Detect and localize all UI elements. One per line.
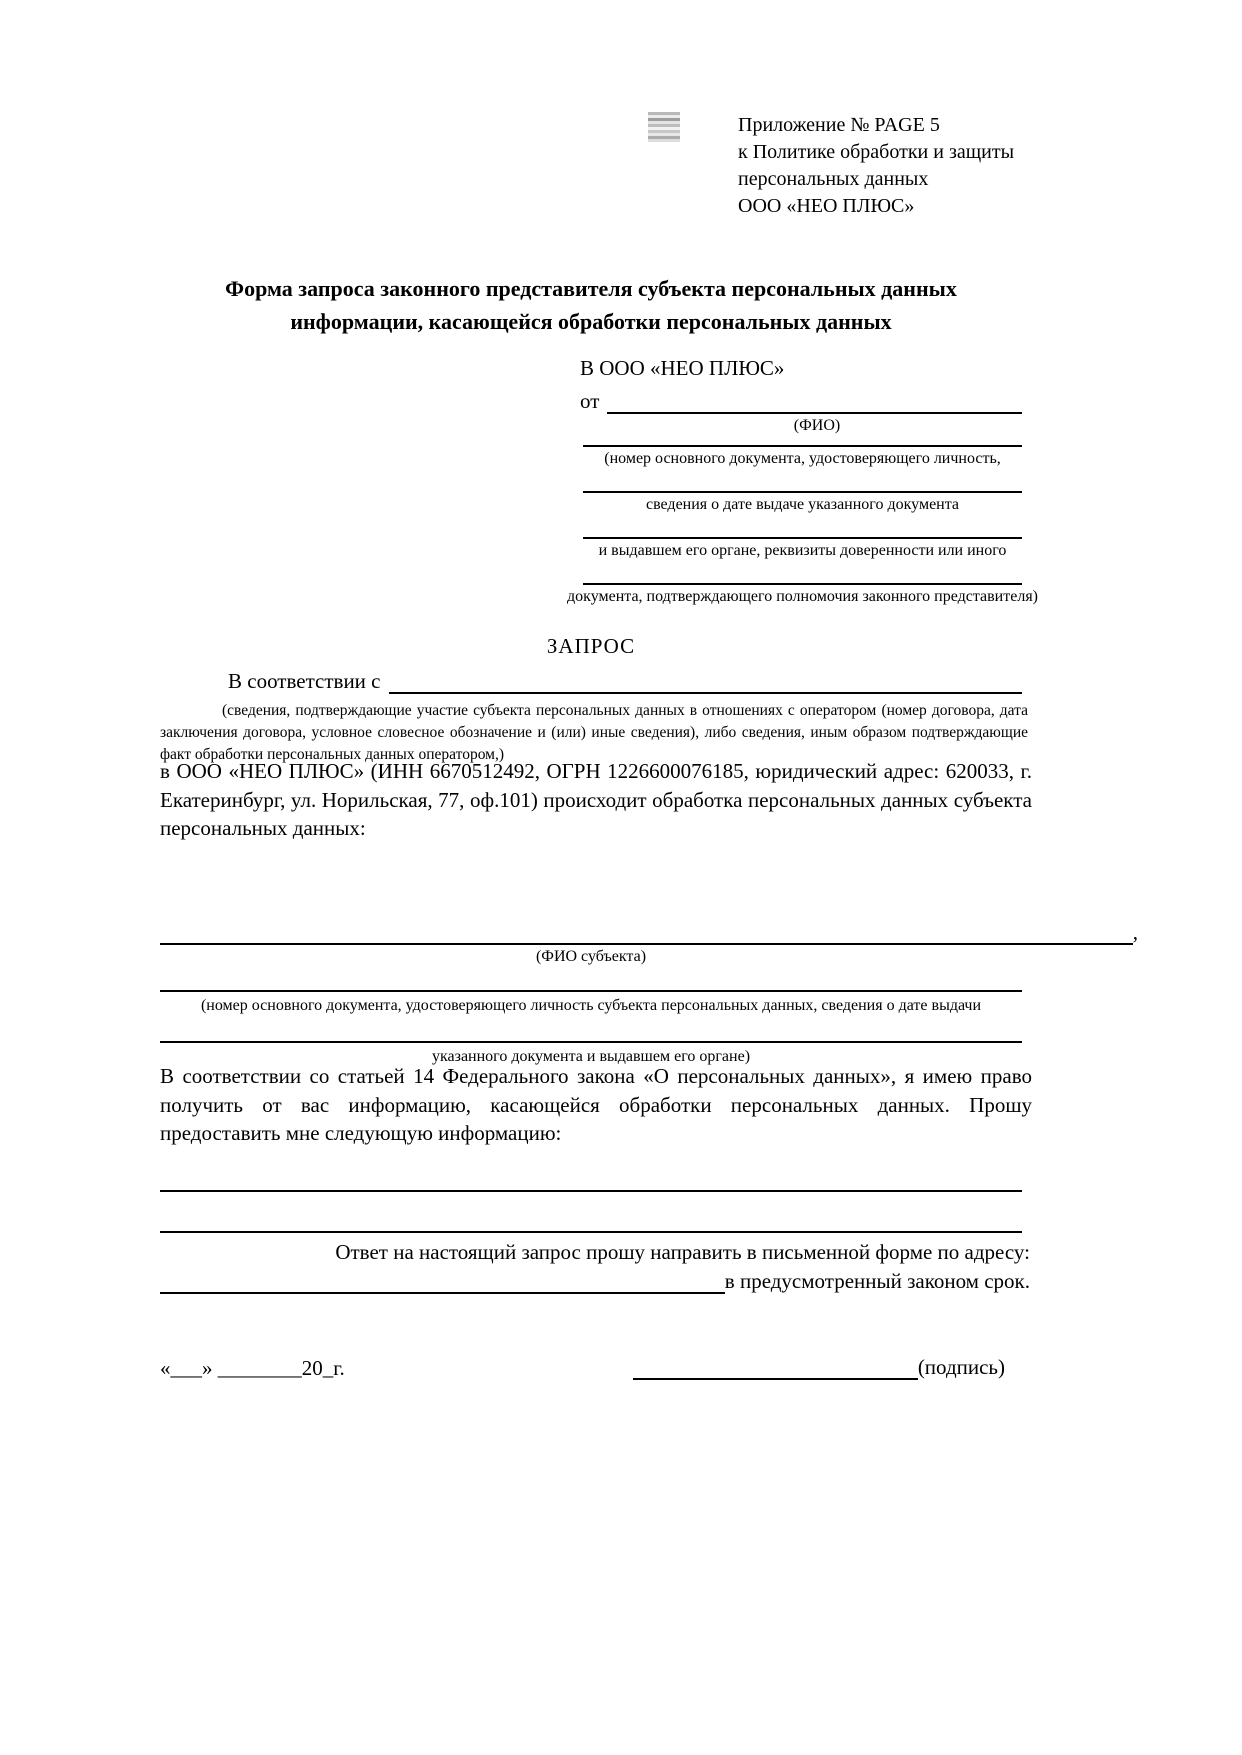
subject-fio-trailing-comma: , [1132,920,1138,944]
subject-doc-blank-field[interactable] [160,1021,1022,1043]
representative-doc-caption: сведения о дате выдаче указанного документа [645,496,960,513]
addressee-company: В ООО «НЕО ПЛЮС» [580,356,785,380]
reply-address-row [160,1266,1030,1294]
requested-info-blank-field[interactable] [160,1211,1022,1233]
subject-fio-row [160,920,1138,945]
representative-doc-group-2 [583,471,1022,514]
representative-doc-blank-field[interactable] [583,517,1022,539]
requested-info-blank-field[interactable] [160,1170,1022,1192]
in-accordance-label: В соответствии с [228,669,381,693]
in-accordance-row [160,664,1022,694]
appendix-header-note [738,112,1014,220]
operator-paragraph: в ООО «НЕО ПЛЮС» (ИНН 6670512492, ОГРН 1226600076185, юридический адрес: 620033, г. Екатеринбург, ул. Норильская, 77, оф.101) происходит обработка персональных данных субъекта персональных данных: [160,759,1032,840]
subject-fio-blank-field[interactable] [160,922,1133,945]
company-name-line: ООО «НЕО ПЛЮС» [738,195,915,217]
subject-fio-caption: (ФИО субъекта) [535,948,647,965]
representative-doc-caption: документа, подтверждающего полномочия законного представителя) [567,588,1038,605]
representative-doc-blank-field[interactable] [583,563,1022,585]
policy-reference-line: персональных данных [738,168,929,190]
subject-doc-caption-1: (номер основного документа, удостоверяющего личность субъекта персональных данных, сведения о дате выдачи [200,997,982,1014]
signature-caption: (подпись) [917,1355,1005,1379]
document-title-line-1: Форма запроса законного представителя субъекта персональных данных [225,276,957,301]
from-row [580,386,1022,414]
article-14-paragraph: В соответствии со статьей 14 Федерального закона «О персональных данных», я имею право получить от вас информацию, касающейся обработки персональных данных. Прошу предоставить мне следующую информацию: [160,1064,1032,1145]
representative-doc-group-3 [583,517,1022,560]
signature-blank-field[interactable] [633,1354,918,1380]
fio-caption: (ФИО) [793,417,841,434]
request-heading: ЗАПРОС [546,634,636,658]
subject-doc-caption-2: указанного документа и выдавшем его органе) [431,1048,751,1065]
embedded-object-icon [648,112,680,142]
reply-address-blank-field[interactable] [160,1268,725,1294]
policy-reference-line: к Политике обработки и защиты [738,141,1015,163]
reply-instruction: Ответ на настоящий запрос прошу направить в письменной форме по адресу: [335,1240,1030,1264]
from-label: от [580,389,600,413]
representative-doc-blank-field[interactable] [583,425,1022,447]
reply-tail-text: в предусмотренный законом срок. [724,1269,1030,1293]
document-title-line-2: информации, касающейся обработки персональных данных [290,309,892,334]
date-blank-line: «___» ________20_г. [160,1356,345,1380]
representative-doc-blank-field[interactable] [583,471,1022,493]
from-fio-blank-field[interactable] [607,388,1022,414]
representative-doc-caption: (номер основного документа, удостоверяющего личность, [604,450,1001,467]
document-title [160,272,1022,338]
representative-doc-caption: и выдавшем его органе, реквизиты доверенности или иного [598,542,1007,559]
accordance-explanatory-note: (сведения, подтверждающие участие субъекта персональных данных в отношениях с оператором (номер договора, дата заключения договора, условное словесное обозначение и (или) иные сведения), либо сведения, иным образом подтверждающие факт обработки персональных данных оператором,) [160,702,1028,763]
accordance-blank-field[interactable] [389,666,1023,694]
appendix-number-line: Приложение № PAGE 5 [738,114,940,136]
signature-row [633,1354,1005,1380]
subject-doc-blank-field[interactable] [160,970,1022,992]
representative-doc-group-4 [567,563,1038,606]
representative-doc-group-1 [583,425,1022,468]
